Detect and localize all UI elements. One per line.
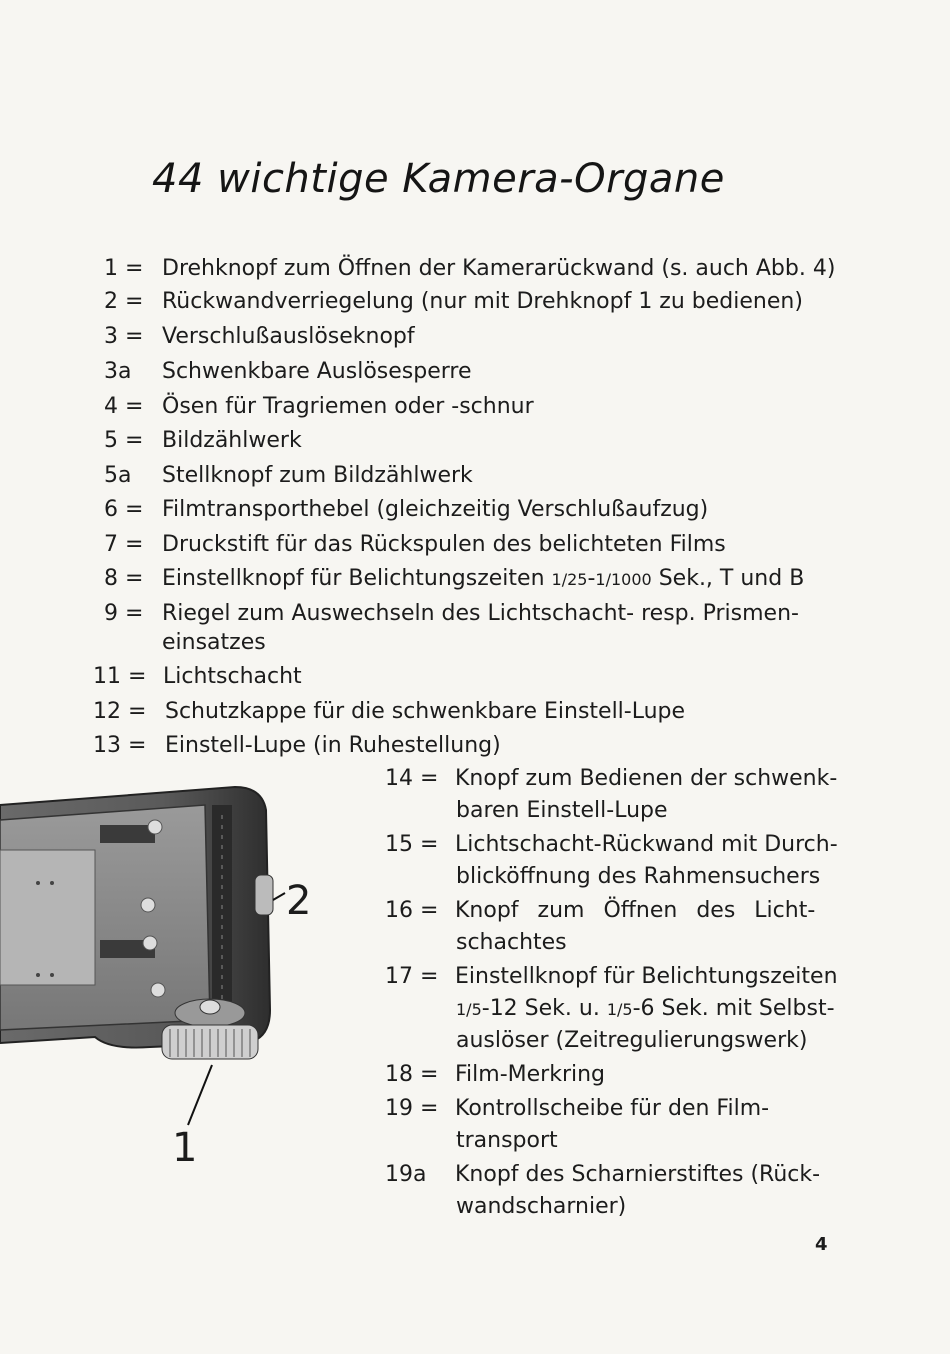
item-number: 11 =	[93, 664, 147, 689]
callout-label-2: 2	[286, 878, 312, 924]
item-text: Schwenkbare Auslösesperre	[162, 359, 472, 384]
item-text-part: Einstellknopf für Belichtungszeiten	[162, 566, 545, 591]
item-text: Riegel zum Auswechseln des Lichtschacht- resp. Prismen-	[162, 601, 799, 626]
item-continuation: transport	[456, 1128, 558, 1153]
item-continuation: schachtes	[456, 930, 567, 955]
item-text: Knopf zum Bedienen der schwenk-	[455, 766, 838, 791]
item-text: Druckstift für das Rückspulen des belichteten Films	[162, 532, 726, 557]
item-number: 3 =	[104, 324, 144, 349]
dash: -	[587, 566, 596, 591]
item-text: Einstellknopf für Belichtungszeiten	[455, 964, 838, 989]
item-number: 12 =	[93, 699, 147, 724]
item-text: Knopf zum Öffnen des Licht-	[455, 898, 816, 923]
item-number: 19a	[385, 1162, 427, 1187]
item-number: 8 =	[104, 566, 144, 591]
item-continuation: blicköffnung des Rahmensuchers	[456, 864, 821, 889]
item-text: Kontrollscheibe für den Film-	[455, 1096, 770, 1121]
item-text-part: -12 Sek. u.	[481, 996, 600, 1021]
item-number: 13 =	[93, 733, 147, 758]
fraction: 1/1000	[595, 570, 652, 589]
item-number: 9 =	[104, 601, 144, 626]
item-text: Stellknopf zum Bildzählwerk	[162, 463, 473, 488]
item-number: 3a	[104, 359, 132, 384]
item-number: 17 =	[385, 964, 439, 989]
item-text: Filmtransporthebel (gleichzeitig Verschlußaufzug)	[162, 497, 709, 522]
fraction: 1/5	[606, 1000, 633, 1019]
item-text: Drehknopf zum Öffnen der Kamerarückwand (s. auch Abb. 4)	[162, 256, 836, 281]
fraction: 1/25	[551, 570, 588, 589]
item-number: 7 =	[104, 532, 144, 557]
item-text: Lichtschacht	[163, 664, 302, 689]
fraction: 1/5	[456, 1000, 482, 1019]
item-number: 6 =	[104, 497, 144, 522]
item-number: 5a	[104, 463, 132, 488]
item-continuation: einsatzes	[162, 630, 266, 655]
item-text: Schutzkappe für die schwenkbare Einstell-Lupe	[165, 699, 686, 724]
item-text	[162, 564, 804, 595]
page-number: 4	[815, 1234, 828, 1255]
item-text: Film-Merkring	[455, 1062, 606, 1087]
item-continuation: baren Einstell-Lupe	[456, 798, 668, 823]
item-continuation	[456, 994, 835, 1025]
item-text: Bildzählwerk	[162, 428, 302, 453]
item-number: 2 =	[104, 289, 144, 314]
item-number: 19 =	[385, 1096, 439, 1121]
item-text: Einstell-Lupe (in Ruhestellung)	[165, 733, 501, 758]
item-number: 16 =	[385, 898, 439, 923]
item-text: Ösen für Tragriemen oder -schnur	[162, 394, 534, 419]
item-text: Lichtschacht-Rückwand mit Durch-	[455, 832, 838, 857]
page-title: 44 wichtige Kamera-Organe	[152, 156, 725, 202]
camera-illustration	[0, 775, 330, 1175]
item-continuation: auslöser (Zeitregulierungswerk)	[456, 1028, 808, 1053]
callout-label-1: 1	[172, 1125, 198, 1171]
item-number: 14 =	[385, 766, 439, 791]
item-continuation: wandscharnier)	[456, 1194, 627, 1219]
item-text: Rückwandverriegelung (nur mit Drehknopf 1 zu bedienen)	[162, 289, 803, 314]
item-text: Knopf des Scharnierstiftes (Rück-	[455, 1162, 821, 1187]
item-text-part: -6 Sek. mit Selbst-	[632, 996, 835, 1021]
item-number: 4 =	[104, 394, 144, 419]
item-number: 1 =	[104, 256, 144, 281]
item-text: Verschlußauslöseknopf	[162, 324, 415, 349]
item-number: 18 =	[385, 1062, 439, 1087]
item-text-part: Sek., T und B	[658, 566, 805, 591]
item-number: 15 =	[385, 832, 439, 857]
item-number: 5 =	[104, 428, 144, 453]
